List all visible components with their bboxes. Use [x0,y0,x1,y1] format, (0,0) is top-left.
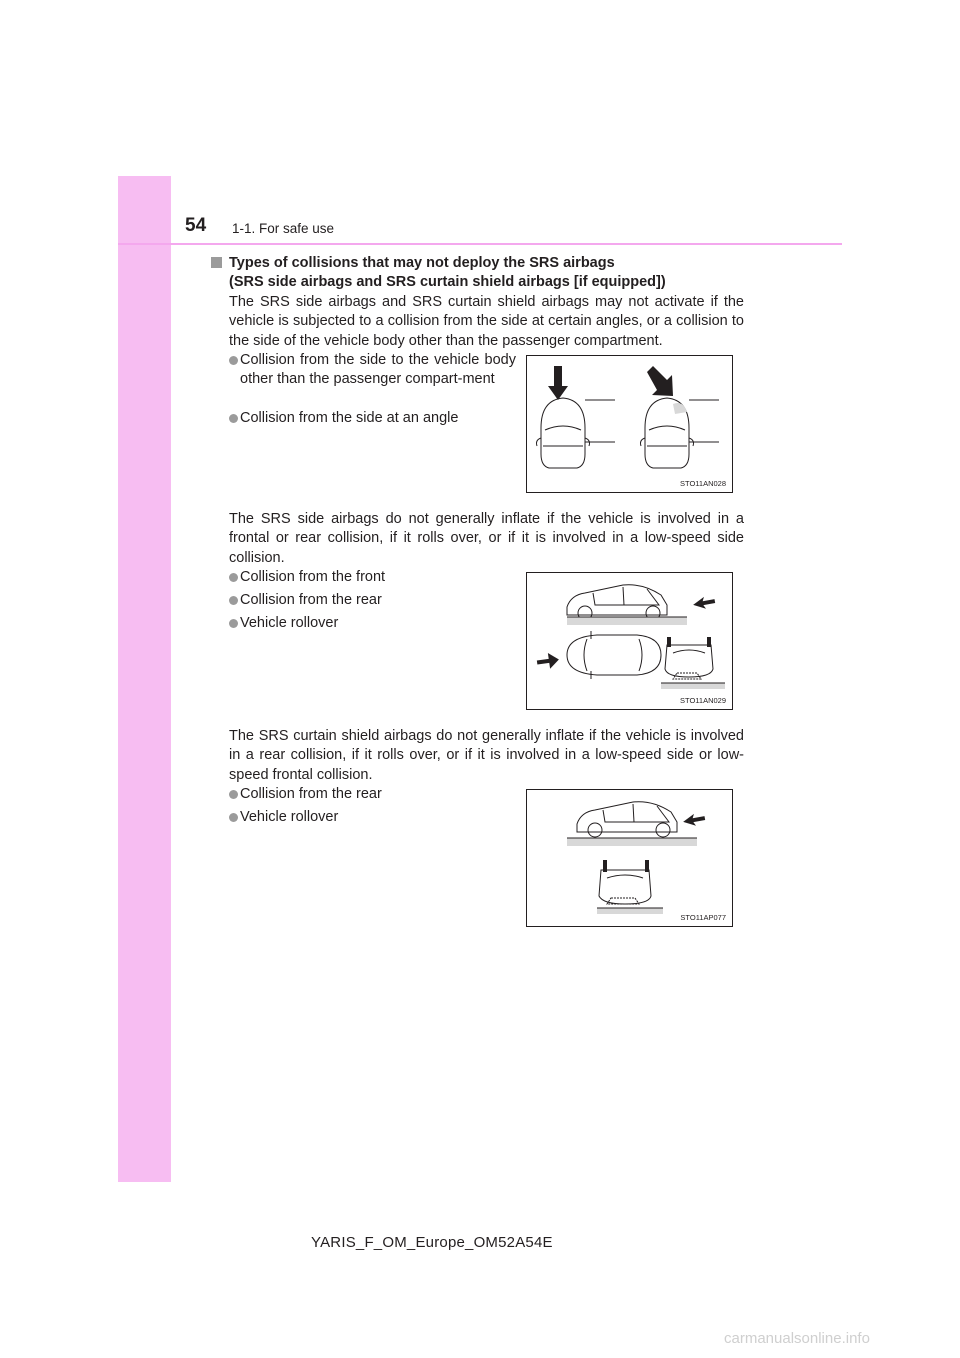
list-item: Collision from the side to the vehicle body other than the passenger compart-ment [229,351,516,390]
figure-code: STO11AN029 [680,696,726,705]
side-tab [118,176,171,1182]
figure-code: STO11AP077 [680,913,726,922]
square-bullet-icon [211,257,222,268]
header-rule [118,243,842,245]
list-item: Collision from the side at an angle [229,409,458,428]
bullet-icon [229,619,238,628]
page-number: 54 [185,215,207,236]
heading-line-1: Types of collisions that may not deploy the SRS airbags [229,255,615,271]
paragraph-3: The SRS curtain shield airbags do not generally inflate if the vehicle is involved in a rear collision, if it rolls over, or if it is involved in a low-speed side or low-speed frontal collision. [229,728,744,783]
figure-side-collision [526,355,733,493]
bullet-icon [229,356,238,365]
watermark: carmanualsonline.info [724,1330,870,1347]
list-item: Vehicle rollover [229,614,338,633]
list-item: Collision from the rear [229,591,382,610]
figure-code: STO11AN028 [680,479,726,488]
heading-line-2: (SRS side airbags and SRS curtain shield airbags [if equipped]) [229,274,666,290]
bullet-icon [229,414,238,423]
list-item: Collision from the rear [229,785,382,804]
bullet-icon [229,813,238,822]
list-item: Collision from the front [229,568,385,587]
section-title: 1-1. For safe use [232,221,335,236]
bullet-icon [229,596,238,605]
figure-front-rear-rollover [526,572,733,710]
list-item: Vehicle rollover [229,808,338,827]
footer-doc-id: YARIS_F_OM_Europe_OM52A54E [311,1234,553,1251]
subsection-heading [211,254,771,292]
figure-rear-rollover [526,789,733,927]
bullet-icon [229,573,238,582]
paragraph-1: The SRS side airbags and SRS curtain shield airbags may not activate if the vehicle is subjected to a collision from the side at certain angles, or a collision to the side of the vehicle body other than the passenger compartment. [229,294,744,349]
bullet-icon [229,790,238,799]
paragraph-2: The SRS side airbags do not generally inflate if the vehicle is involved in a frontal or rear collision, if it rolls over, or if it is involved in a low-speed side collision. [229,511,744,566]
